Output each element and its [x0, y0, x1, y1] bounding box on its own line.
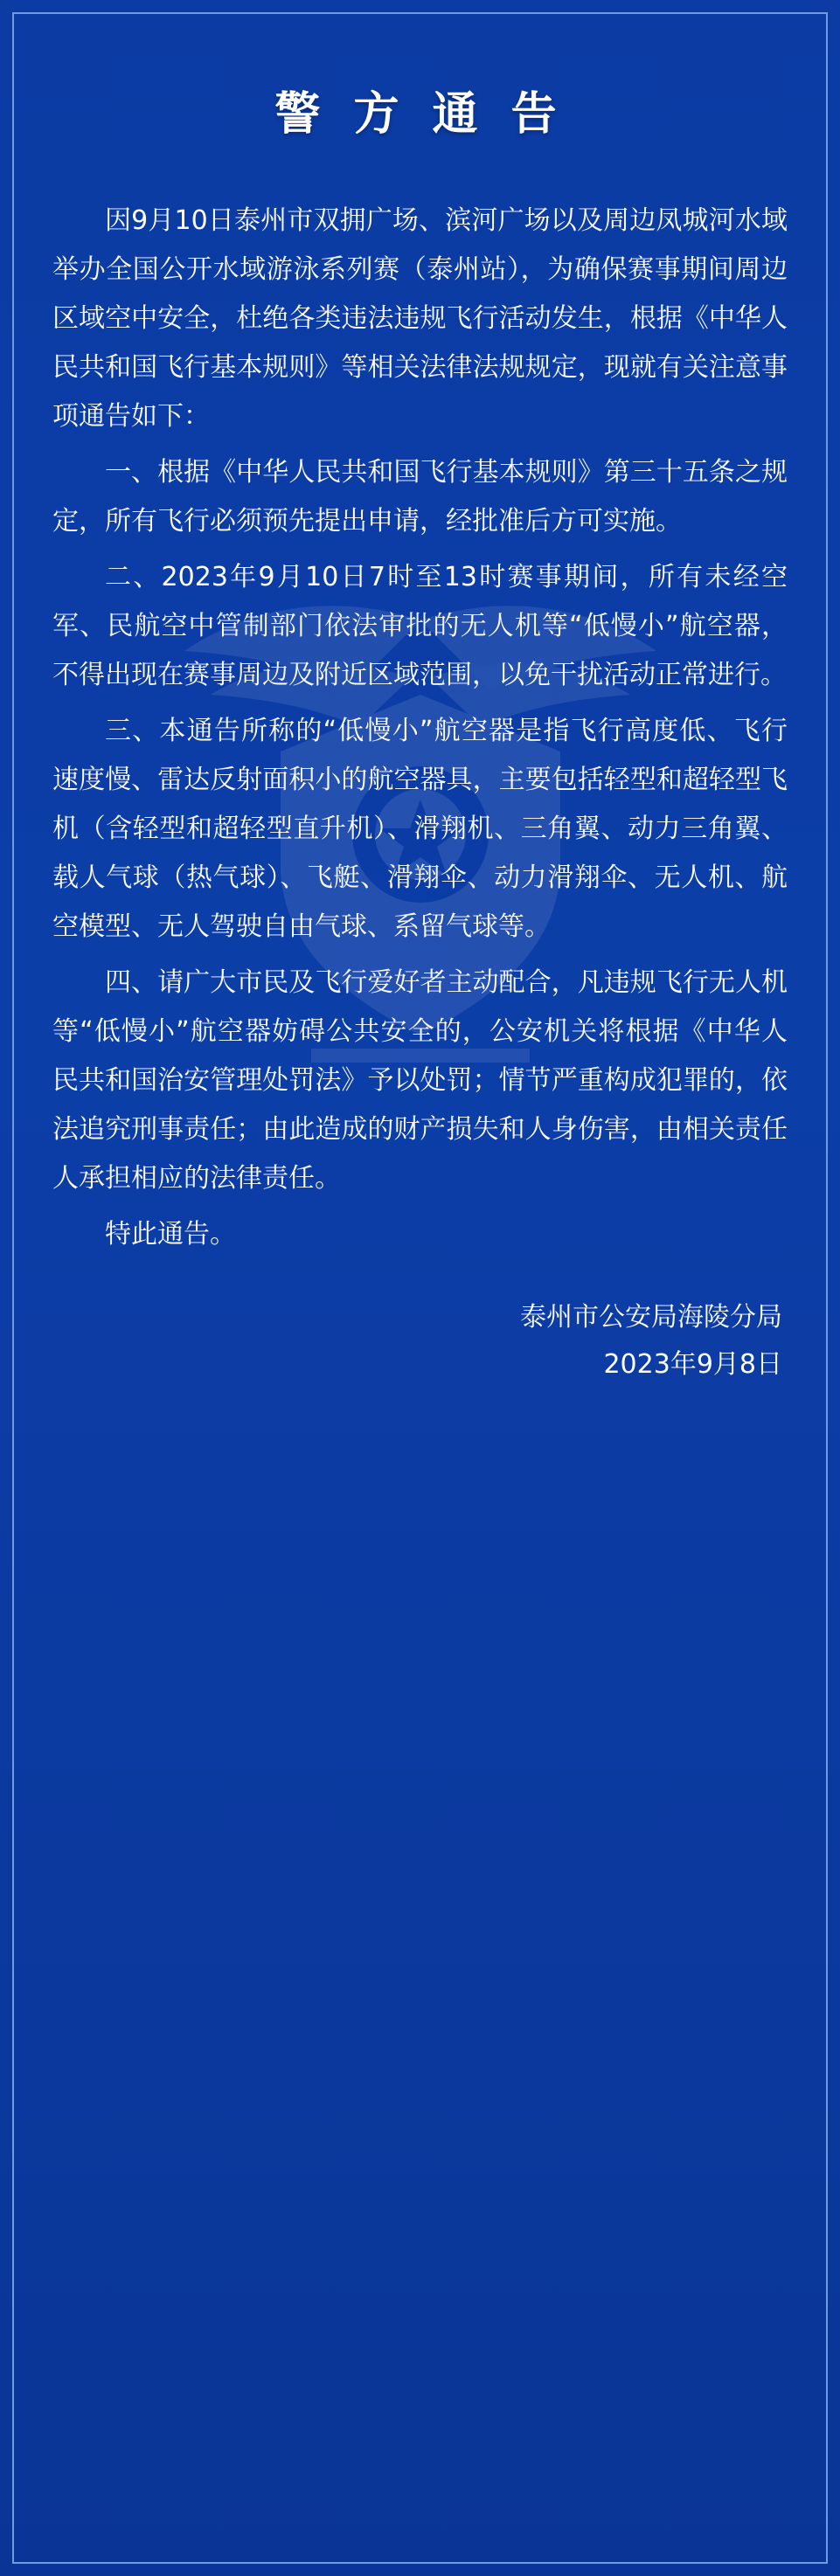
signature-block: [52, 1294, 788, 1388]
notice-body: [52, 197, 788, 1259]
notice-paragraph: 三、本通告所称的“低慢小”航空器是指飞行高度低、飞行速度慢、雷达反射面积小的航空器具，主要包括轻型和超轻型飞机（含轻型和超轻型直升机）、滑翔机、三角翼、动力三角翼、载人气球（热气球）、飞艇、滑翔伞、动力滑翔伞、无人机、航空模型、无人驾驶自由气球、系留气球等。: [52, 716, 788, 942]
notice-paragraph: 特此通告。: [105, 1219, 236, 1250]
page-title: 警 方 通 告: [274, 88, 566, 141]
notice-paragraph: 四、请广大市民及飞行爱好者主动配合，凡违规飞行无人机等“低慢小”航空器妨碍公共安全的，公安机关将根据《中华人民共和国治安管理处罚法》予以处罚；情节严重构成犯罪的，依法追究刑事责任；由此造成的财产损失和人身伤害，由相关责任人承担相应的法律责任。: [52, 967, 788, 1194]
issue-date: 2023年9月8日: [603, 1349, 782, 1380]
notice-paragraph: 因9月10日泰州市双拥广场、滨河广场以及周边凤城河水域举办全国公开水域游泳系列赛（泰州站），为确保赛事期间周边区域空中安全，杜绝各类违法违规飞行活动发生，根据《中华人民共和国飞行基本规则》等相关法律法规规定，现就有关注意事项通告如下：: [52, 205, 788, 432]
issuer-name: 泰州市公安局海陵分局: [520, 1302, 782, 1333]
notice-paragraph: 一、根据《中华人民共和国飞行基本规则》第三十五条之规定，所有飞行必须预先提出申请，经批准后方可实施。: [52, 457, 788, 537]
notice-paragraph: 二、2023年9月10日7时至13时赛事期间，所有未经空军、民航空中管制部门依法审批的无人机等“低慢小”航空器，不得出现在赛事周边及附近区域范围，以免干扰活动正常进行。: [52, 562, 788, 690]
